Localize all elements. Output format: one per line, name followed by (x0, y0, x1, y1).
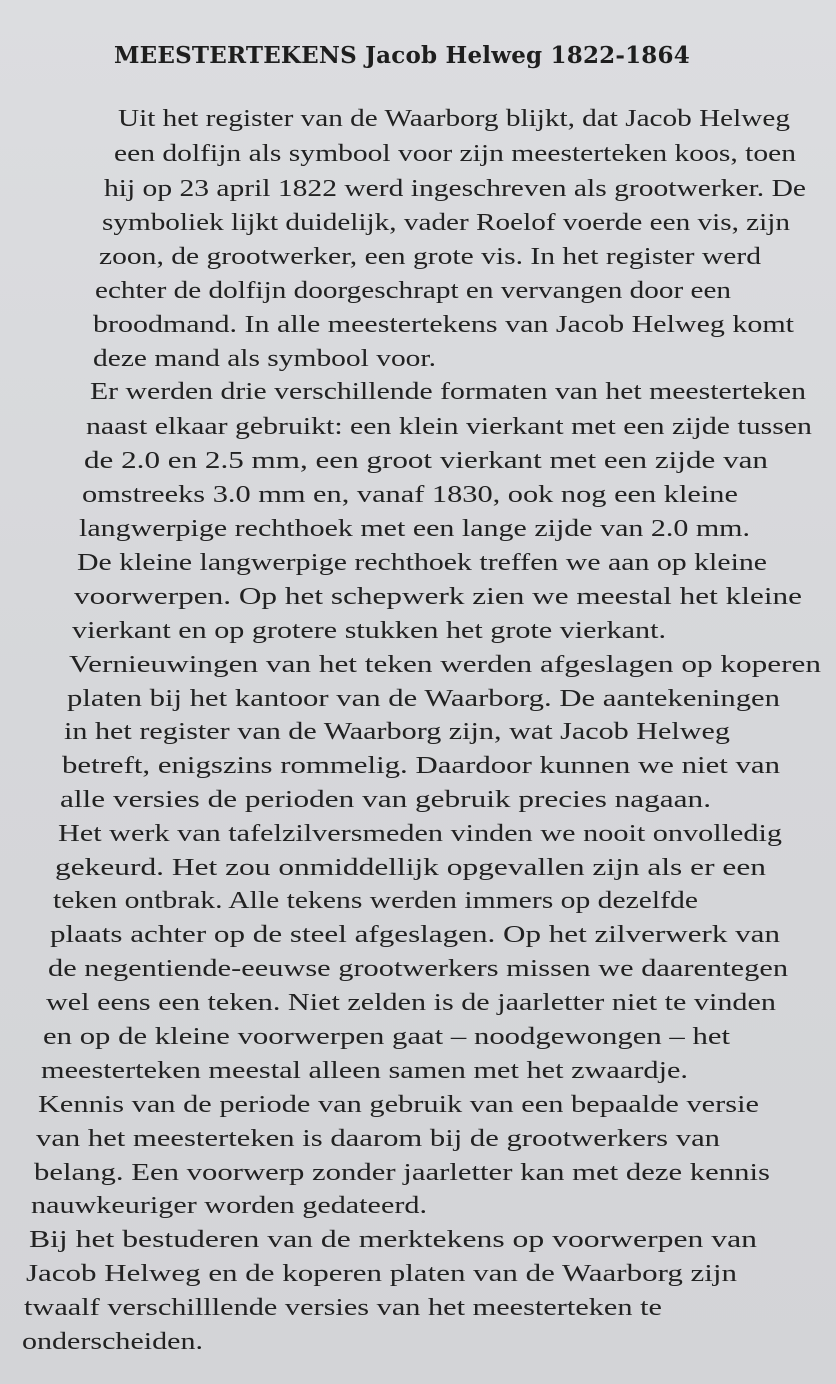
text-line: gekeurd. Het zou onmiddellijk opgevallen zijn als er een (55, 854, 766, 881)
text-line: echter de dolfijn doorgeschrapt en vervangen door een (95, 277, 732, 304)
text-line: zoon, de grootwerker, een grote vis. In het register werd (99, 243, 762, 270)
text-line: wel eens een teken. Niet zelden is de jaarletter niet te vinden (46, 989, 776, 1016)
text-line: alle versies de perioden van gebruik precies nagaan. (60, 786, 712, 813)
text-line: betreft, enigszins rommelig. Daardoor kunnen we niet van (62, 752, 781, 779)
text-line: De kleine langwerpige rechthoek treffen we aan op kleine (77, 549, 768, 576)
text-line: Bij het bestuderen van de merktekens op voorwerpen van (29, 1226, 757, 1253)
text-line: Er werden drie verschillende formaten van het meesterteken (90, 378, 806, 405)
text-line: onderscheiden. (22, 1328, 204, 1355)
text-line: broodmand. In alle meestertekens van Jacob Helweg komt (93, 311, 794, 338)
text-line: meesterteken meestal alleen samen met het zwaardje. (41, 1057, 689, 1084)
text-line: langwerpige rechthoek met een lange zijde van 2.0 mm. (79, 515, 750, 542)
text-line: twaalf verschilllende versies van het meesterteken te (24, 1294, 663, 1321)
text-line: plaats achter op de steel afgeslagen. Op het zilverwerk van (50, 921, 781, 948)
text-line: nauwkeuriger worden gedateerd. (31, 1192, 427, 1219)
text-line: deze mand als symbool voor. (93, 345, 436, 372)
text-line: de 2.0 en 2.5 mm, een groot vierkant met een zijde van (84, 447, 768, 474)
text-line: van het meesterteken is daarom bij de grootwerkers van (36, 1125, 720, 1152)
page-title: MEESTERTEKENS Jacob Helweg 1822-1864 (114, 42, 690, 69)
text-line: de negentiende-eeuwse grootwerkers missen we daarentegen (48, 955, 789, 982)
text-line: teken ontbrak. Alle tekens werden immers op dezelfde (53, 887, 699, 914)
text-line: een dolfijn als symbool voor zijn meesterteken koos, toen (114, 140, 797, 167)
text-line: omstreeks 3.0 mm en, vanaf 1830, ook nog een kleine (82, 481, 738, 508)
text-line: symboliek lijkt duidelijk, vader Roelof voerde een vis, zijn (102, 209, 790, 236)
text-line: Jacob Helweg en de koperen platen van de Waarborg zijn (26, 1260, 737, 1287)
text-line: Vernieuwingen van het teken werden afgeslagen op koperen (69, 651, 822, 678)
text-line: Het werk van tafelzilversmeden vinden we nooit onvolledig (58, 820, 783, 847)
text-line: voorwerpen. Op het schepwerk zien we meestal het kleine (74, 583, 803, 610)
text-line: hij op 23 april 1822 werd ingeschreven als grootwerker. De (104, 175, 807, 202)
text-line: en op de kleine voorwerpen gaat – noodgewongen – het (43, 1023, 731, 1050)
text-line: in het register van de Waarborg zijn, wat Jacob Helweg (64, 718, 731, 745)
text-line: platen bij het kantoor van de Waarborg. De aantekeningen (67, 685, 781, 712)
text-line: belang. Een voorwerp zonder jaarletter kan met deze kennis (34, 1159, 771, 1186)
text-line: Uit het register van de Waarborg blijkt, dat Jacob Helweg (118, 105, 790, 132)
text-line: vierkant en op grotere stukken het grote vierkant. (72, 617, 666, 644)
text-line: naast elkaar gebruikt: een klein vierkant met een zijde tussen (86, 413, 812, 440)
text-line: Kennis van de periode van gebruik van een bepaalde versie (38, 1091, 760, 1118)
